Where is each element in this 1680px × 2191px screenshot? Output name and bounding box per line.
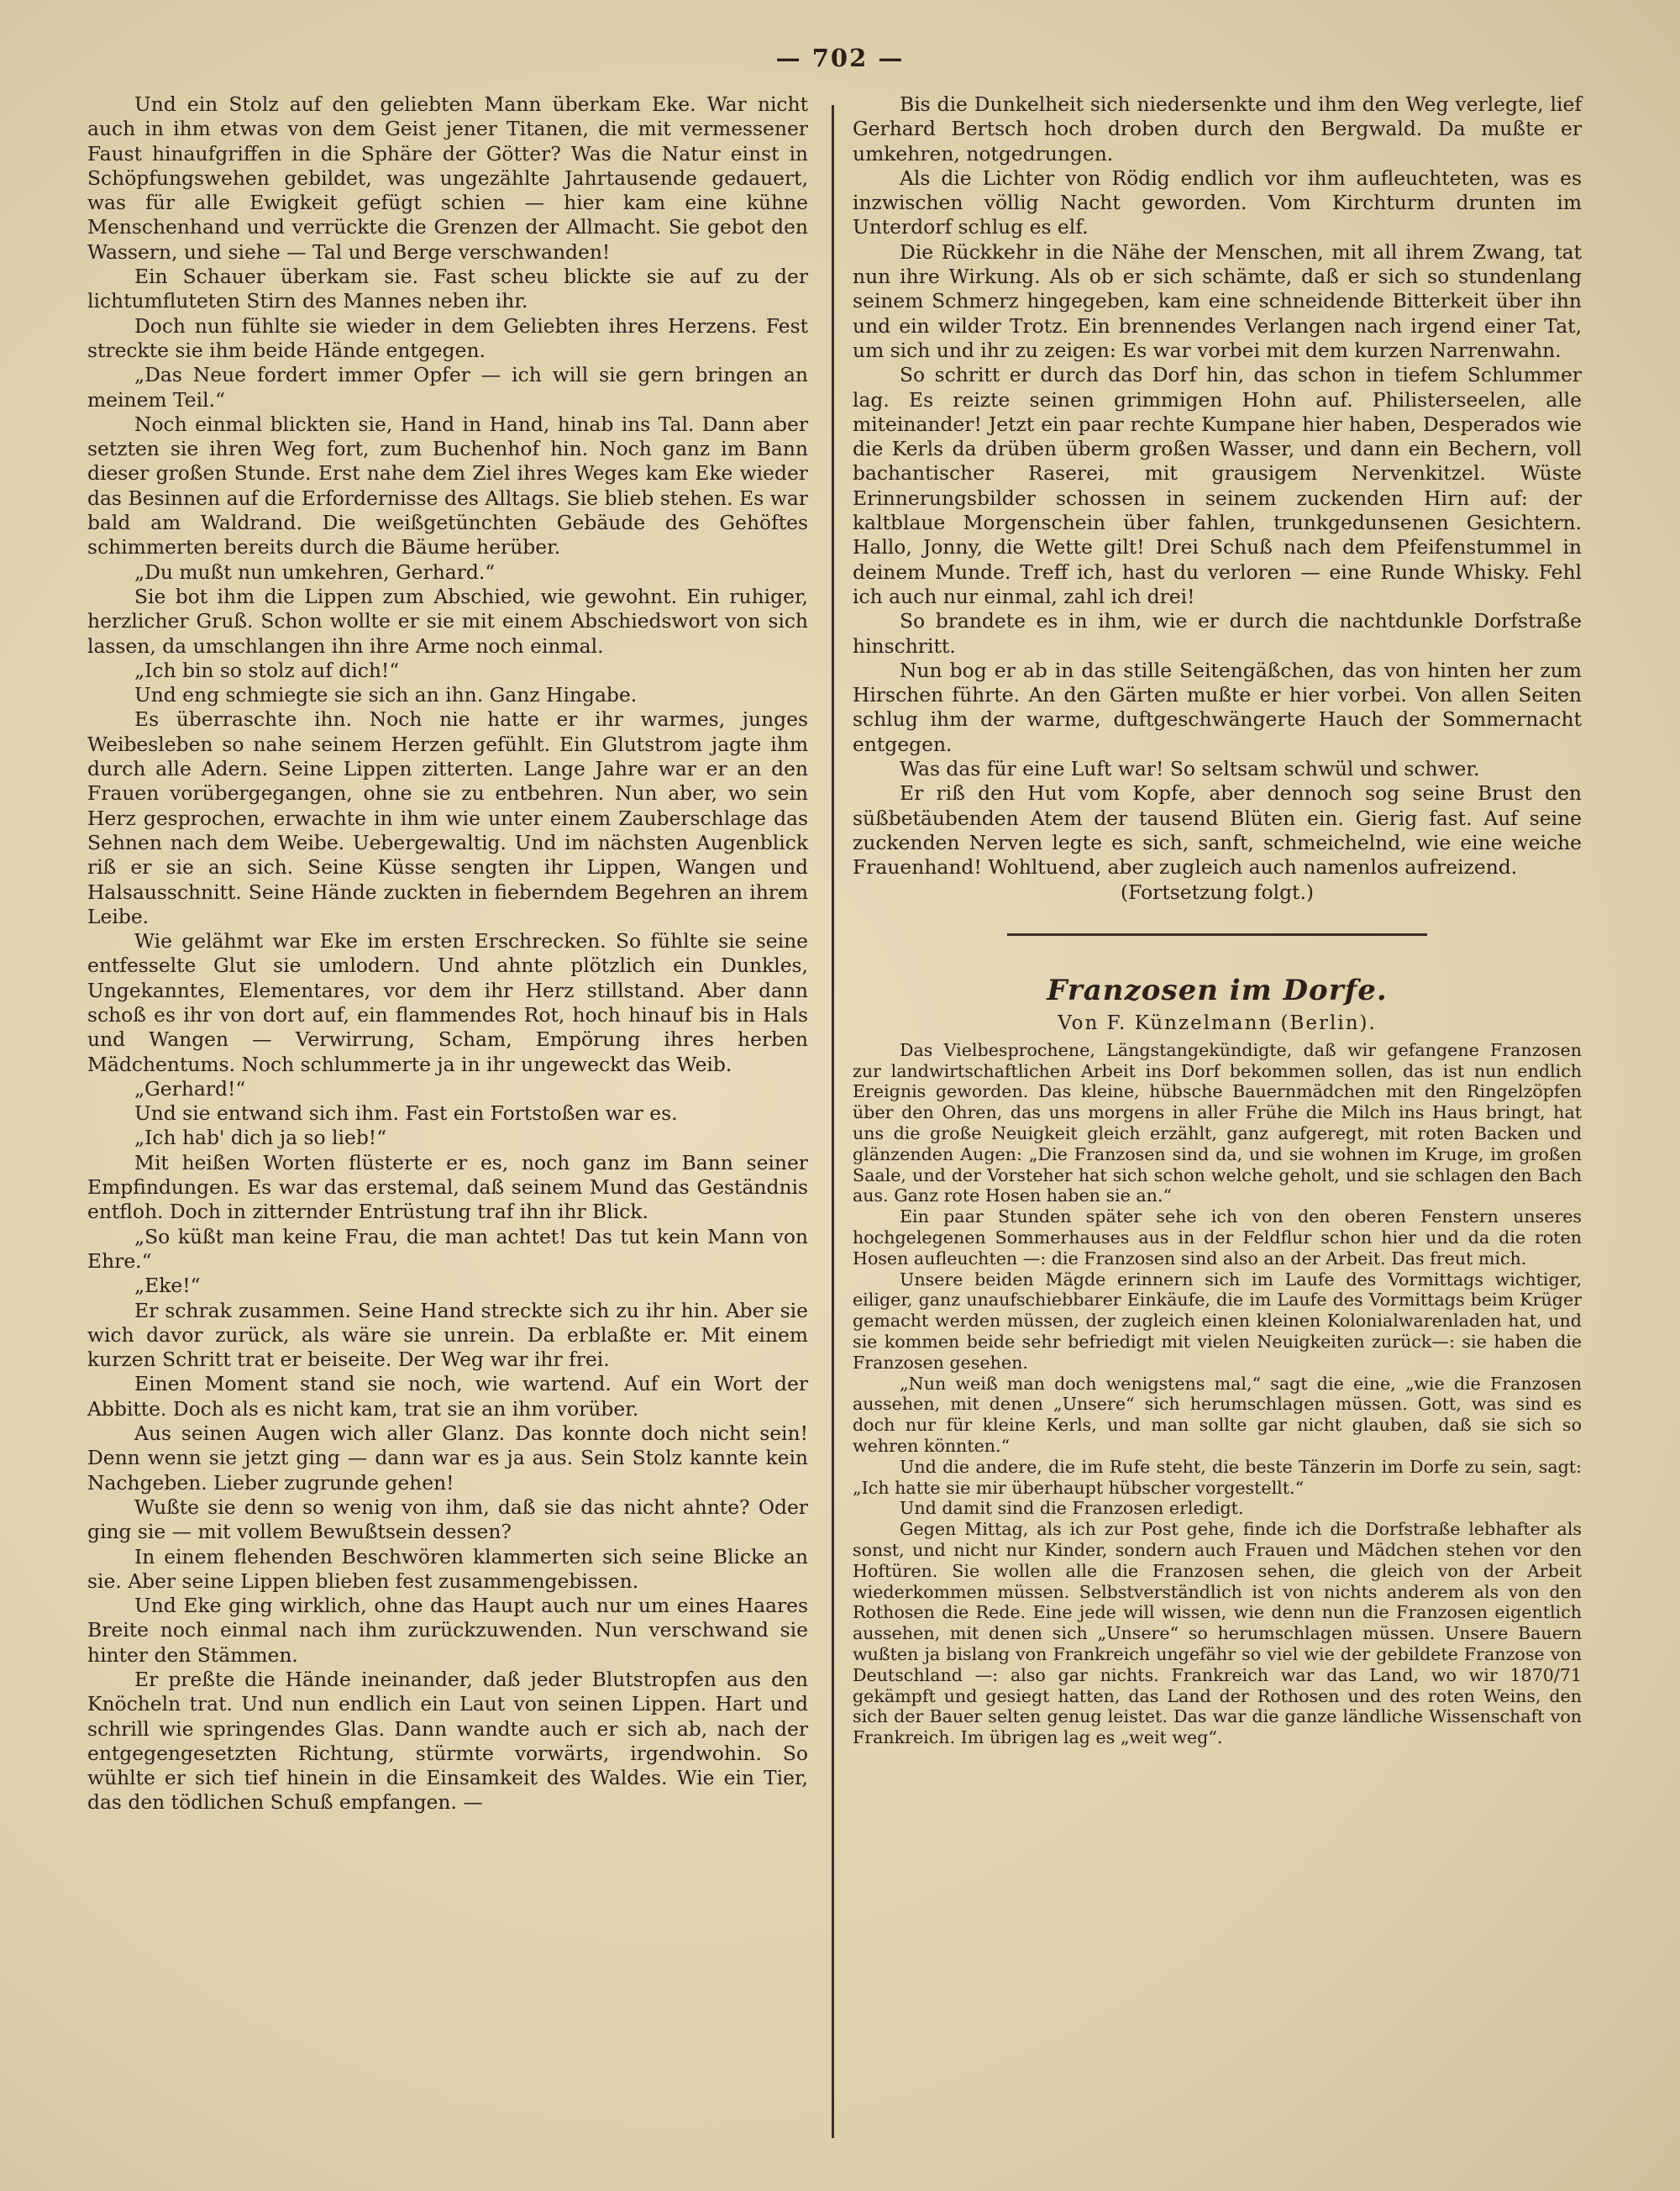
article-byline: Von F. Künzelmann (Berlin). — [1058, 1011, 1377, 1034]
paragraph: „So küßt man keine Frau, die man achtet! Das tut kein Mann von Ehre.“ — [87, 1224, 808, 1273]
right-column — [853, 92, 1582, 1748]
paragraph: Ein paar Stunden später sehe ich von den oberen Fenstern unseres hochgelegenen Sommerhauses aus in der Feldflur schon hier und da die roten Hosen aufleuchten —: die Franzosen sind also an der Arbeit. Das freut mich. — [853, 1206, 1582, 1269]
left-column — [87, 92, 808, 1815]
paragraph: Und Eke ging wirklich, ohne das Haupt auch nur um eines Haares Breite noch einmal nach ihm zurückzuwenden. Nun verschwand sie hinter den Stämmen. — [87, 1594, 808, 1667]
paragraph: Unsere beiden Mägde erinnern sich im Laufe des Vormittags wichtiger, eiliger, ganz unaufschiebbarer Einkäufe, die im Laufe des Vormittags beim Krüger gemacht werden müssen, der zugleich einen kleinen Kolonialwarenladen hat, und sie kommen beide sehr befriedigt mit vielen Neuigkeiten zurück—: sie haben die Franzosen gesehen. — [853, 1269, 1582, 1373]
paragraph: Und damit sind die Franzosen erledigt. — [900, 1498, 1244, 1519]
paragraph: Bis die Dunkelheit sich niedersenkte und ihm den Weg verlegte, lief Gerhard Bertsch hoch droben durch den Bergwald. Da mußte er umkehren, notgedrungen. — [853, 92, 1582, 166]
paragraph: Es überraschte ihn. Noch nie hatte er ihr warmes, junges Weibesleben so nahe seinem Herzen gefühlt. Ein Glutstrom jagte ihm durch alle Adern. Seine Lippen zitterten. Lange Jahre war er an den Frauen vorübergegangen, ohne sie zu entbehren. Nun aber, wo sein Herz gesprochen, erwachte in ihm wie unter einem Zauberschlage das Sehnen nach dem Weibe. Uebergewaltig. Und im nächsten Augenblick riß er sie an sich. Seine Küsse sengten ihr Lippen, Wangen und Halsausschnitt. Seine Hände zuckten in fieberndem Begehren an ihrem Leibe. — [87, 707, 808, 928]
paragraph: Das Vielbesprochene, Längstangekündigte, daß wir gefangene Franzosen zur landwirtschaftlichen Arbeit ins Dorf bekommen sollen, das ist nun endlich Ereignis geworden. Das kleine, hübsche Bauernmädchen mit den Ringelzöpfen über den Ohren, das uns morgens in aller Frühe die Milch ins Haus bringt, hat uns die große Neuigkeit gleich erzählt, ganz aufgeregt, mit roten Backen und glänzenden Augen: „Die Franzosen sind da, und sie wohnen im Kruge, im großen Saale, und der Vorsteher hat sich schon welche geholt, und sie schlagen den Bach aus. Ganz rote Hosen haben sie an.“ — [853, 1039, 1582, 1206]
paragraph: Einen Moment stand sie noch, wie wartend. Auf ein Wort der Abbitte. Doch als es nicht kam, trat sie an ihm vorüber. — [87, 1372, 808, 1421]
paragraph: Und die andere, die im Rufe steht, die beste Tänzerin im Dorfe zu sein, sagt: „Ich hatte sie mir überhaupt hübscher vorgestellt.“ — [853, 1456, 1582, 1498]
paragraph: Er riß den Hut vom Kopfe, aber dennoch sog seine Brust den süßbetäubenden Atem der tausend Blüten ein. Gierig fast. Auf seine zuckenden Nerven legte es sich, sanft, schmeichelnd, wie eine weiche Frauenhand! Wohltuend, aber zugleich auch namenlos aufreizend. — [853, 781, 1582, 880]
paragraph: Aus seinen Augen wich aller Glanz. Das konnte doch nicht sein! Denn wenn sie jetzt ging — dann war es ja aus. Sein Stolz kannte kein Nachgeben. Lieber zugrunde gehen! — [87, 1421, 808, 1495]
paragraph: Wußte sie denn so wenig von ihm, daß sie das nicht ahnte? Oder ging sie — mit vollem Bewußtsein dessen? — [87, 1495, 808, 1544]
paragraph: Als die Lichter von Rödig endlich vor ihm aufleuchteten, was es inzwischen völlig Nacht geworden. Vom Kirchturm drunten im Unterdorf schlug es elf. — [853, 166, 1582, 239]
paragraph: Wie gelähmt war Eke im ersten Erschrecken. So fühlte sie seine entfesselte Glut sie umlodern. Und ahnte plötzlich ein Dunkles, Ungekanntes, Elementares, vor dem ihr Herz stillstand. Aber dann schoß es ihr von dort auf, ein flammendes Rot, hoch hinauf bis in Hals und Wangen — Verwirrung, Scham, Empörung ihres herben Mädchentums. Noch schlummerte ja in ihr ungeweckt das Weib. — [87, 929, 808, 1076]
page-number: — 702 — — [775, 44, 905, 72]
paragraph: Die Rückkehr in die Nähe der Menschen, mit all ihrem Zwang, tat nun ihre Wirkung. Als ob er sich schämte, daß er sich so stundenlang seinem Schmerz hingegeben, kam eine schneidende Bitterkeit über ihn und ein wilder Trotz. Ein brennendes Verlangen nach irgend einer Tat, um sich und ihr zu zeigen: Es war vorbei mit dem kurzen Narrenwahn. — [853, 239, 1582, 362]
paragraph: In einem flehenden Beschwören klammerten sich seine Blicke an sie. Aber seine Lippen blieben fest zusammengebissen. — [87, 1544, 808, 1593]
paragraph: Und sie entwand sich ihm. Fast ein Fortstoßen war es. — [134, 1101, 678, 1126]
continuation-note: (Fortsetzung folgt.) — [1121, 880, 1314, 904]
article-title: Franzosen im Dorfe. — [1047, 973, 1388, 1007]
paragraph: „Das Neue fordert immer Opfer — ich will sie gern bringen an meinem Teil.“ — [87, 363, 808, 412]
column-divider — [832, 105, 834, 2138]
paragraph: Mit heißen Worten flüsterte er es, noch ganz im Bann seiner Empfindungen. Es war das erstemal, daß seinem Mund das Geständnis entfloh. Doch in zitternder Entrüstung traf ihn ihr Blick. — [87, 1150, 808, 1224]
paragraph: „Ich bin so stolz auf dich!“ — [134, 658, 400, 682]
paragraph: So brandete es in ihm, wie er durch die nachtdunkle Dorfstraße hinschritt. — [853, 609, 1582, 658]
paragraph: „Ich hab' dich ja so lieb!“ — [134, 1126, 387, 1150]
paragraph: Doch nun fühlte sie wieder in dem Geliebten ihres Herzens. Fest streckte sie ihm beide Hände entgegen. — [87, 313, 808, 362]
article-body — [853, 1040, 1582, 1748]
paragraph: Und eng schmiegte sie sich an ihn. Ganz Hingabe. — [134, 683, 638, 707]
paragraph: Gegen Mittag, als ich zur Post gehe, finde ich die Dorfstraße lebhafter als sonst, und nicht nur Kinder, sondern auch Frauen und Mädchen stehen vor den Hoftüren. Sie wollen alle die Franzosen sehen, die gleich von der Arbeit wiederkommen müssen. Selbstverständlich ist von nichts anderem als von den Rothosen die Rede. Eine jede will wissen, wie denn nun die Franzosen eigentlich aussehen, mit denen sich „Unsere“ so herumschlagen müssen. Unsere Bauern wußten ja bislang von Frankreich ungefähr so viel wie der gebildete Franzose von Deutschland —: also gar nichts. Frankreich war das Land, wo wir 1870/71 gekämpft und gesiegt hatten, das Land der Rothosen und des roten Weins, den sich der Bauer selten genug leistet. Das war die ganze ländliche Wissenschaft von Frankreich. Im übrigen lag es „weit weg“. — [853, 1519, 1582, 1748]
story-continuation — [853, 92, 1582, 880]
paragraph: „Gerhard!“ — [134, 1076, 246, 1101]
paragraph: Nun bog er ab in das stille Seitengäßchen, das von hinten her zum Hirschen führte. An den Gärten mußte er hier vorbei. Von allen Seiten schlug ihm der warme, duftgeschwängerte Hauch der Sommernacht entgegen. — [853, 658, 1582, 756]
paragraph: Was das für eine Luft war! So seltsam schwül und schwer. — [900, 757, 1480, 781]
paragraph: „Du mußt nun umkehren, Gerhard.“ — [134, 560, 496, 584]
paragraph: Und ein Stolz auf den geliebten Mann überkam Eke. War nicht auch in ihm etwas von dem Geist jener Titanen, die mit vermessener Faust hinaufgriffen in die Sphäre der Götter? Was die Natur einst in Schöpfungswehen gebildet, was ungezählte Jahrtausende gedauert, was für alle Ewigkeit gefügt schien — hier kam eine kühne Menschenhand und verrückte die Grenzen der Allmacht. Sie gebot den Wassern, und siehe — Tal und Berge verschwanden! — [87, 92, 808, 264]
paragraph: Er preßte die Hände ineinander, daß jeder Blutstropfen aus den Knöcheln trat. Und nun endlich ein Laut von seinen Lippen. Hart und schrill wie springendes Glas. Dann wandte auch er sich ab, nach der entgegengesetzten Richtung, stürmte vorwärts, irgendwohin. So wühlte er sich tief hinein in die Einsamkeit des Waldes. Wie ein Tier, das den tödlichen Schuß empfangen. — — [87, 1668, 808, 1815]
paragraph: „Nun weiß man doch wenigstens mal,“ sagt die eine, „wie die Franzosen aussehen, mit denen „Unsere“ sich herumschlagen müssen. Gott, was sind es doch nur für kleine Kerls, und man sollte gar nicht glauben, daß sie sich so wehren könnten.“ — [853, 1373, 1582, 1456]
section-separator — [1007, 933, 1427, 936]
paragraph: Ein Schauer überkam sie. Fast scheu blickte sie auf zu der lichtumfluteten Stirn des Mannes neben ihr. — [87, 265, 808, 313]
paragraph: So schritt er durch das Dorf hin, das schon in tiefem Schlummer lag. Es reizte seinen grimmigen Hohn auf. Philisterseelen, alle miteinander! Jetzt ein paar rechte Kumpane hier haben, Desperados wie die Kerls da drüben überm großen Wasser, und dann ein Bechern, voll bachantischer Raserei, mit grausigem Nervenkitzel. Wüste Erinnerungsbilder schossen in seinem zuckenden Hirn auf: der kaltblaue Morgenschein über fahlen, trunkgedunsenen Gesichtern. Hallo, Jonny, die Wette gilt! Drei Schuß nach dem Pfeifenstummel in deinem Munde. Treff ich, hast du verloren — eine Runde Whisky. Fehl ich auch nur einmal, zahl ich drei! — [853, 363, 1582, 608]
paragraph: Noch einmal blickten sie, Hand in Hand, hinab ins Tal. Dann aber setzten sie ihren Weg fort, zum Buchenhof hin. Noch ganz im Bann dieser großen Stunde. Erst nahe dem Ziel ihres Weges kam Eke wieder das Besinnen auf die Erfordernisse des Alltags. Sie blieb stehen. Es war bald am Waldrand. Die weißgetünchten Gebäude des Gehöftes schimmerten bereits durch die Bäume herüber. — [87, 412, 808, 560]
paragraph: Er schrak zusammen. Seine Hand streckte sich zu ihr hin. Aber sie wich davor zurück, als wäre sie unrein. Da erblaßte er. Mit einem kurzen Schritt trat er beiseite. Der Weg war ihr frei. — [87, 1298, 808, 1372]
paragraph: Sie bot ihm die Lippen zum Abschied, wie gewohnt. Ein ruhiger, herzlicher Gruß. Schon wollte er sie mit einem Abschiedswort von sich lassen, da umschlangen ihn ihre Arme noch einmal. — [87, 584, 808, 658]
paragraph: „Eke!“ — [134, 1274, 201, 1298]
